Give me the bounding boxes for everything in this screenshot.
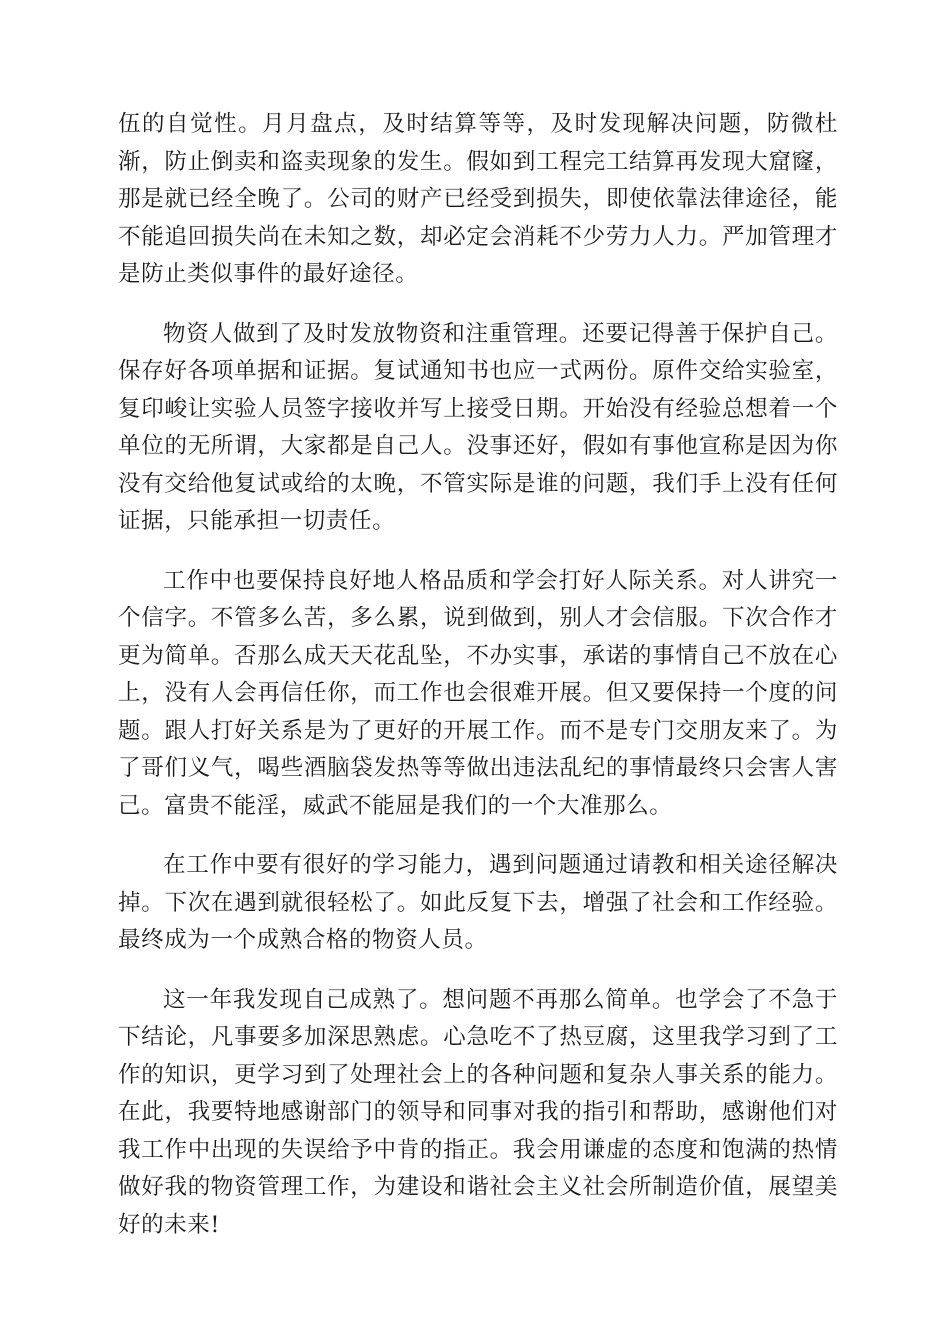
paragraph-5: 这一年我发现自己成熟了。想问题不再那么简单。也学会了不急于下结论，凡事要多加深思熟虑。心急吃不了热豆腐，这里我学习到了工作的知识，更学习到了处理社会上的各种问题和复杂人事关系的能力。在此，我要特地感谢部门的领导和同事对我的指引和帮助，感谢他们对我工作中出现的失误给予中肯的指正。我会用谦虚的态度和饱满的热情做好我的物资管理工作，为建设和谐社会主义社会所制造价值，展望美好的未来! <box>118 986 838 1238</box>
paragraph-2: 物资人做到了及时发放物资和注重管理。还要记得善于保护自己。保存好各项单据和证据。复试通知书也应一式两份。原件交给实验室，复印峻让实验人员签字接收并写上接受日期。开始没有经验总想着一个单位的无所谓，大家都是自己人。没事还好，假如有事他宣称是因为你没有交给他复试或给的太晚，不管实际是谁的问题，我们手上没有任何证据，只能承担一切责任。 <box>118 320 838 534</box>
paragraph-3: 工作中也要保持良好地人格品质和学会打好人际关系。对人讲究一个信字。不管多么苦，多么累，说到做到，别人才会信服。下次合作才更为简单。否那么成天天花乱坠，不办实事，承诺的事情自己不放在心上，没有人会再信任你，而工作也会很难开展。但又要保持一个度的问题。跟人打好关系是为了更好的开展工作。而不是专门交朋友来了。为了哥们义气，喝些酒脑袋发热等等做出违法乱纪的事情最终只会害人害己。富贵不能淫，威武不能屈是我们的一个大准那么。 <box>118 567 838 819</box>
paragraph-1: 伍的自觉性。月月盘点，及时结算等等，及时发现解决问题，防微杜渐，防止倒卖和盗卖现象的发生。假如到工程完工结算再发现大窟窿，那是就已经全晚了。公司的财产已经受到损失，即使依靠法律途径，能不能追回损失尚在未知之数，却必定会消耗不少劳力人力。严加管理才是防止类似事件的最好途径。 <box>118 111 838 287</box>
paragraph-4: 在工作中要有很好的学习能力，遇到问题通过请教和相关途径解决掉。下次在遇到就很轻松了。如此反复下去，增强了社会和工作经验。最终成为一个成熟合格的物资人员。 <box>118 852 838 953</box>
document-body <box>118 106 838 1266</box>
